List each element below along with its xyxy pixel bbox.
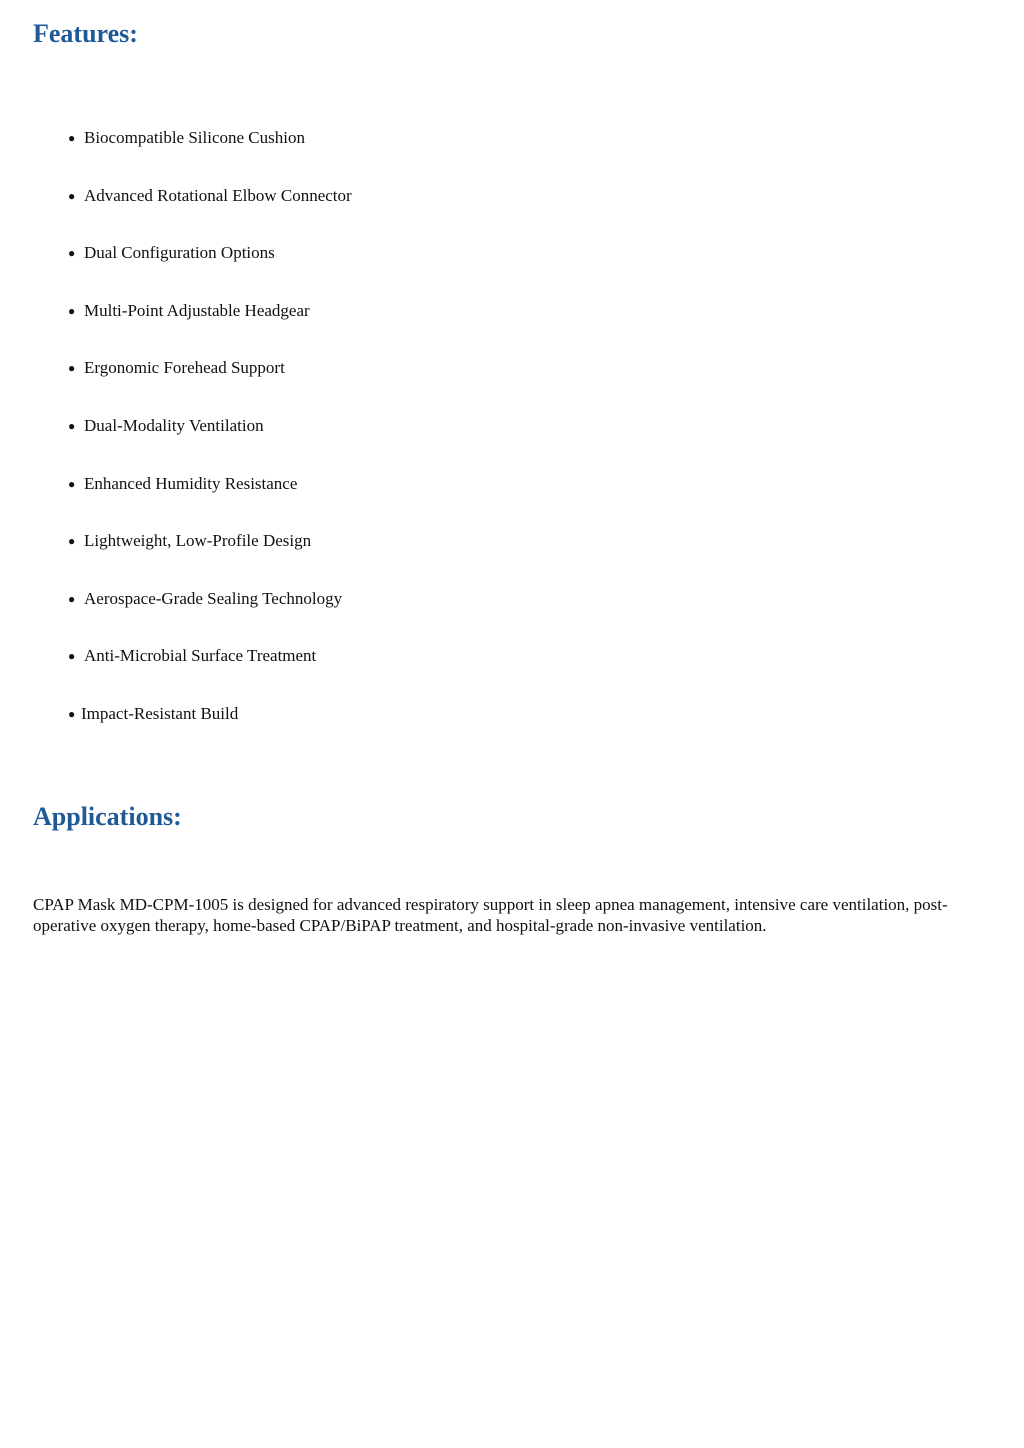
feature-label: Advanced Rotational Elbow Connector: [84, 185, 352, 205]
feature-item: [68, 126, 352, 184]
feature-item: [68, 241, 352, 299]
bullet-icon: ●: [68, 534, 76, 549]
feature-label: Lightweight, Low-Profile Design: [84, 531, 312, 551]
features-heading: Features:: [33, 19, 138, 48]
bullet-icon: ●: [68, 476, 76, 491]
bullet-icon: ●: [68, 131, 76, 145]
feature-item: [68, 299, 352, 357]
bullet-icon: ●: [68, 649, 76, 664]
bullet-icon: ●: [68, 706, 76, 721]
feature-item: [68, 472, 352, 530]
feature-label: Biocompatible Silicone Cushion: [84, 128, 305, 147]
feature-item: [68, 644, 352, 702]
feature-item: [68, 356, 352, 414]
feature-label: Anti-Microbial Surface Treatment: [84, 646, 317, 666]
bullet-icon: ●: [68, 418, 76, 433]
applications-heading: Applications:: [33, 802, 182, 831]
feature-label: Dual Configuration Options: [84, 243, 275, 263]
feature-item: [68, 587, 352, 645]
bullet-icon: ●: [68, 591, 76, 606]
feature-item: [68, 529, 352, 587]
applications-paragraph: CPAP Mask MD-CPM-1005 is designed for advanced respiratory support in sleep apnea management, intensive care ventilation, post-operative oxygen therapy, home-based CPAP/BiPAP treatment, and hospital-grade non-invasive ventilation.: [33, 895, 948, 935]
bullet-icon: ●: [68, 361, 76, 376]
features-list: [68, 126, 352, 760]
feature-label: Enhanced Humidity Resistance: [84, 473, 298, 493]
feature-label: Dual-Modality Ventilation: [84, 415, 264, 435]
feature-item: [68, 184, 352, 242]
feature-item: [68, 702, 352, 760]
feature-item: [68, 414, 352, 472]
feature-label: Aerospace-Grade Sealing Technology: [84, 588, 343, 608]
feature-label: Impact-Resistant Build: [81, 703, 239, 723]
bullet-icon: ●: [68, 246, 76, 261]
bullet-icon: ●: [68, 303, 76, 318]
feature-label: Multi-Point Adjustable Headgear: [84, 300, 310, 320]
bullet-icon: ●: [68, 188, 76, 203]
feature-label: Ergonomic Forehead Support: [84, 358, 285, 378]
